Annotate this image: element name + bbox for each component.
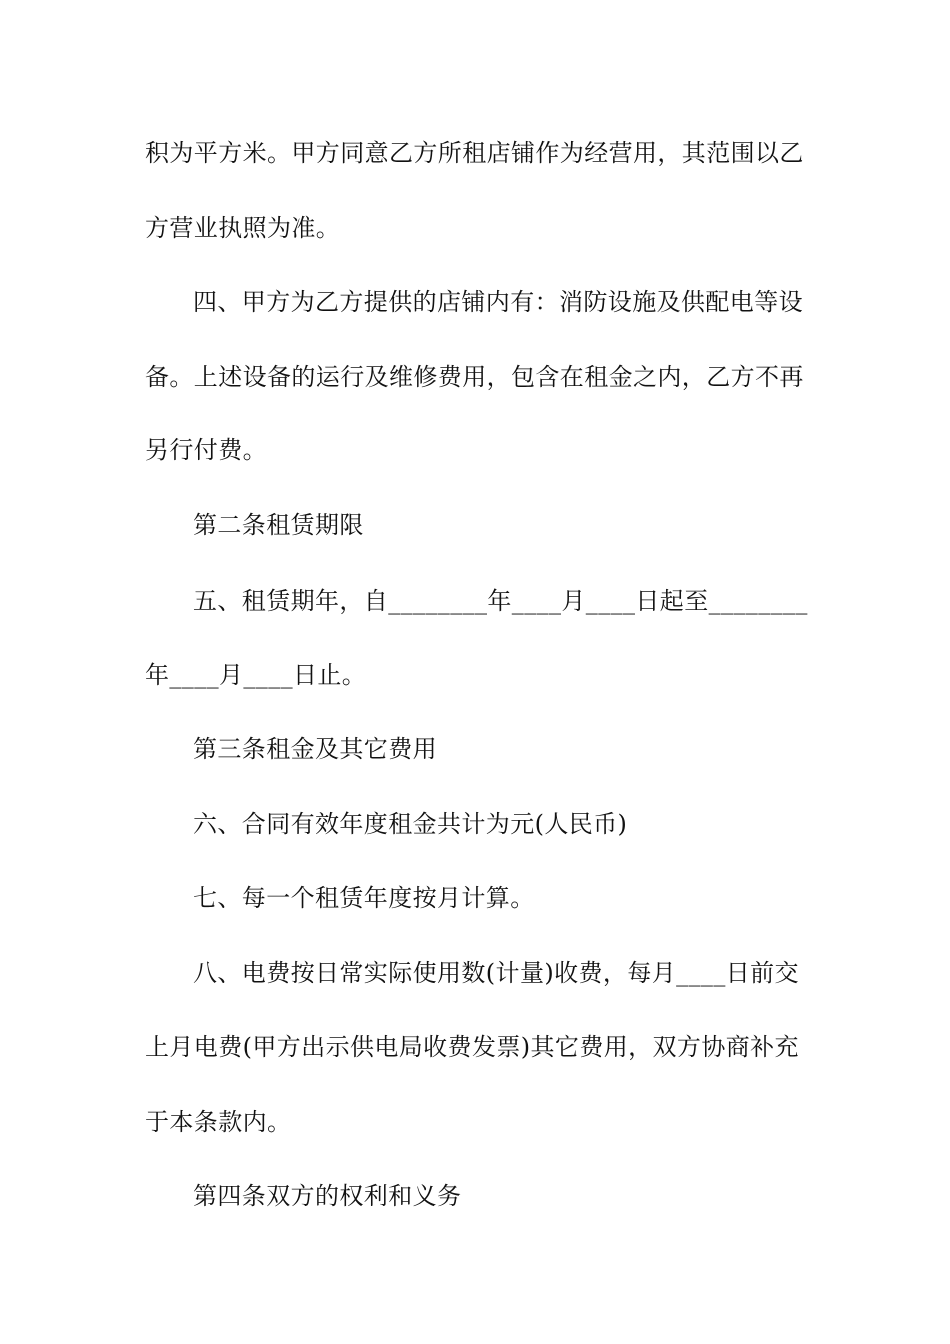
text-line-14: 于本条款内。 [145,1108,292,1136]
text-line-1: 积为平方米。甲方同意乙方所租店铺作为经营用，其范围以乙 [145,139,804,167]
section-heading-4: 第四条双方的权利和义务 [193,1182,462,1210]
text-line-12: 八、电费按日常实际使用数(计量)收费，每月____日前交 [193,959,799,987]
text-line-4: 备。上述设备的运行及维修费用，包含在租金之内，乙方不再 [145,363,804,391]
text-line-8: 年____月____日止。 [145,661,367,689]
text-line-11: 七、每一个租赁年度按月计算。 [193,884,535,912]
section-heading-3: 第三条租金及其它费用 [193,735,437,763]
text-line-5: 另行付费。 [145,436,267,464]
section-heading-2: 第二条租赁期限 [193,511,364,539]
text-line-10: 六、合同有效年度租金共计为元(人民币) [193,810,628,838]
text-line-2: 方营业执照为准。 [145,214,341,242]
text-line-13: 上月电费(甲方出示供电局收费发票)其它费用，双方协商补充 [145,1033,799,1061]
text-line-7: 五、租赁期年，自________年____月____日起至________ [193,587,808,615]
text-line-3: 四、甲方为乙方提供的店铺内有：消防设施及供配电等设 [193,288,803,316]
